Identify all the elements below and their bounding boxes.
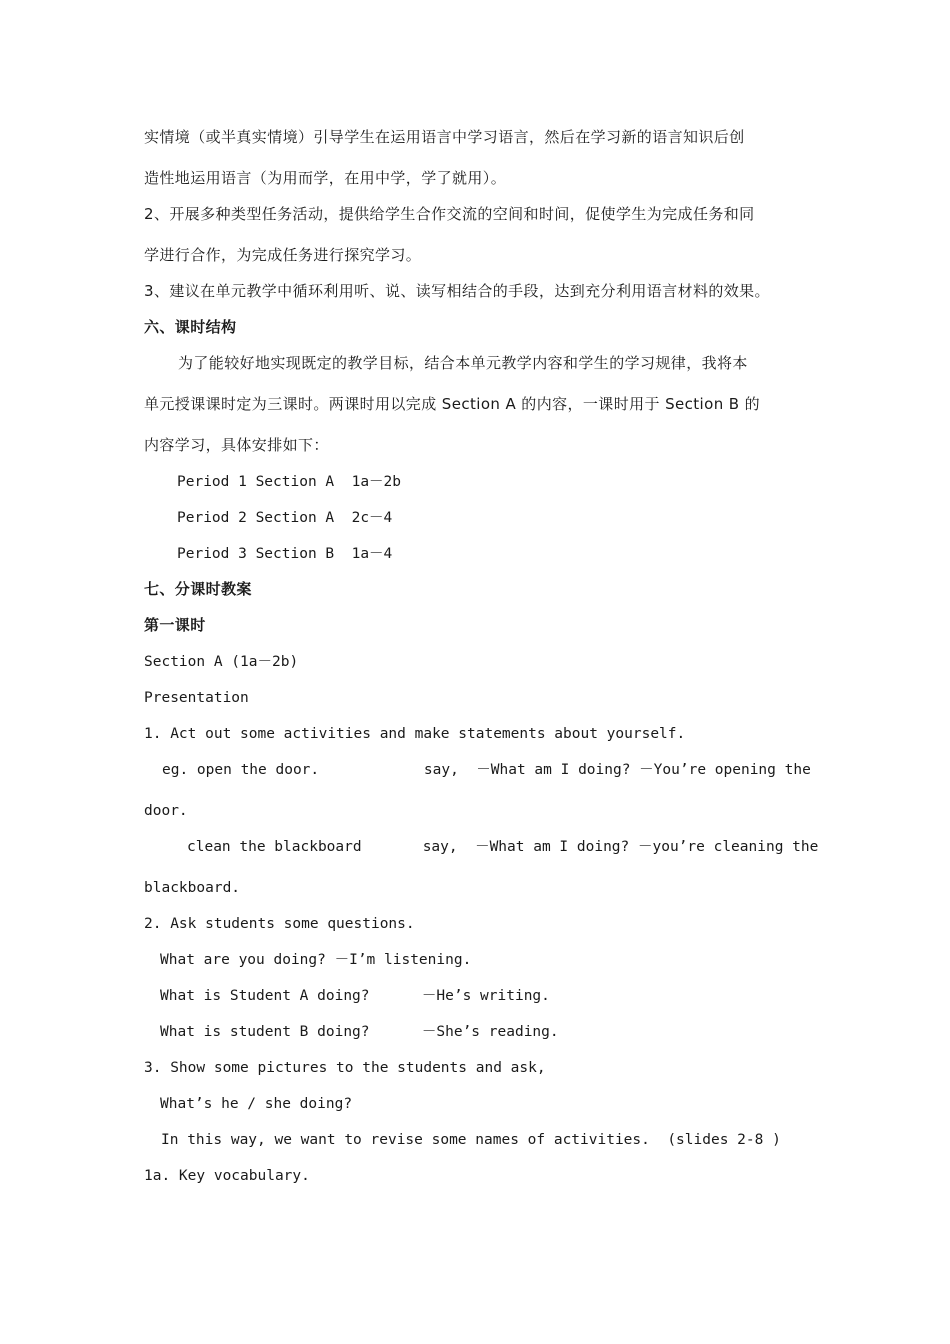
period-item: Period 2 Section A 2c－4 <box>177 510 393 526</box>
lesson-title: 第一课时 <box>144 616 206 634</box>
step-3-question: What’s he / she doing? <box>160 1096 353 1112</box>
step-1-example-1-line-1: eg. open the door. say, －What am I doing? －You’re opening the <box>162 762 811 778</box>
stage-label: Presentation <box>144 690 249 706</box>
step-1: 1. Act out some activities and make statements about yourself. <box>144 726 686 742</box>
section-6-para-line-3: 内容学习，具体安排如下： <box>144 436 329 454</box>
step-1-example-2-line-1: clean the blackboard say, －What am I doing? －you’re cleaning the <box>187 839 819 855</box>
step-2: 2. Ask students some questions. <box>144 916 415 932</box>
intro-line-1: 实情境（或半真实情境）引导学生在运用语言中学习语言，然后在学习新的语言知识后创 <box>144 128 745 146</box>
step-2-question: What is Student A doing? －He’s writing. <box>160 988 550 1004</box>
section-6-heading: 六、课时结构 <box>144 318 237 336</box>
point-2-line-2: 学进行合作，为完成任务进行探究学习。 <box>144 246 422 264</box>
step-3-note: In this way, we want to revise some names of activities. (slides 2-8 ) <box>161 1132 781 1148</box>
step-3: 3. Show some pictures to the students and ask, <box>144 1060 546 1076</box>
period-item: Period 1 Section A 1a－2b <box>177 474 402 490</box>
point-2-line-1: 2、开展多种类型任务活动，提供给学生合作交流的空间和时间，促使学生为完成任务和同 <box>144 205 755 223</box>
section-6-para-line-2: 单元授课课时定为三课时。两课时用以完成 Section A 的内容，一课时用于 Section B 的 <box>144 395 761 413</box>
step-1-example-1-line-2: door. <box>144 803 188 819</box>
lesson-scope: Section A (1a－2b) <box>144 654 299 670</box>
section-6-para-line-1: 为了能较好地实现既定的教学目标，结合本单元教学内容和学生的学习规律，我将本 <box>178 354 748 372</box>
step-2-question: What are you doing? －I’m listening. <box>160 952 472 968</box>
step-2-question: What is student B doing? －She’s reading. <box>160 1024 559 1040</box>
intro-line-2: 造性地运用语言（为用而学，在用中学，学了就用）。 <box>144 169 507 187</box>
section-7-heading: 七、分课时教案 <box>144 580 252 598</box>
step-1-example-2-line-2: blackboard. <box>144 880 241 896</box>
point-3: 3、建议在单元教学中循环利用听、说、读写相结合的手段，达到充分利用语言材料的效果。 <box>144 282 770 300</box>
step-1a: 1a. Key vocabulary. <box>144 1168 310 1184</box>
period-item: Period 3 Section B 1a－4 <box>177 546 393 562</box>
